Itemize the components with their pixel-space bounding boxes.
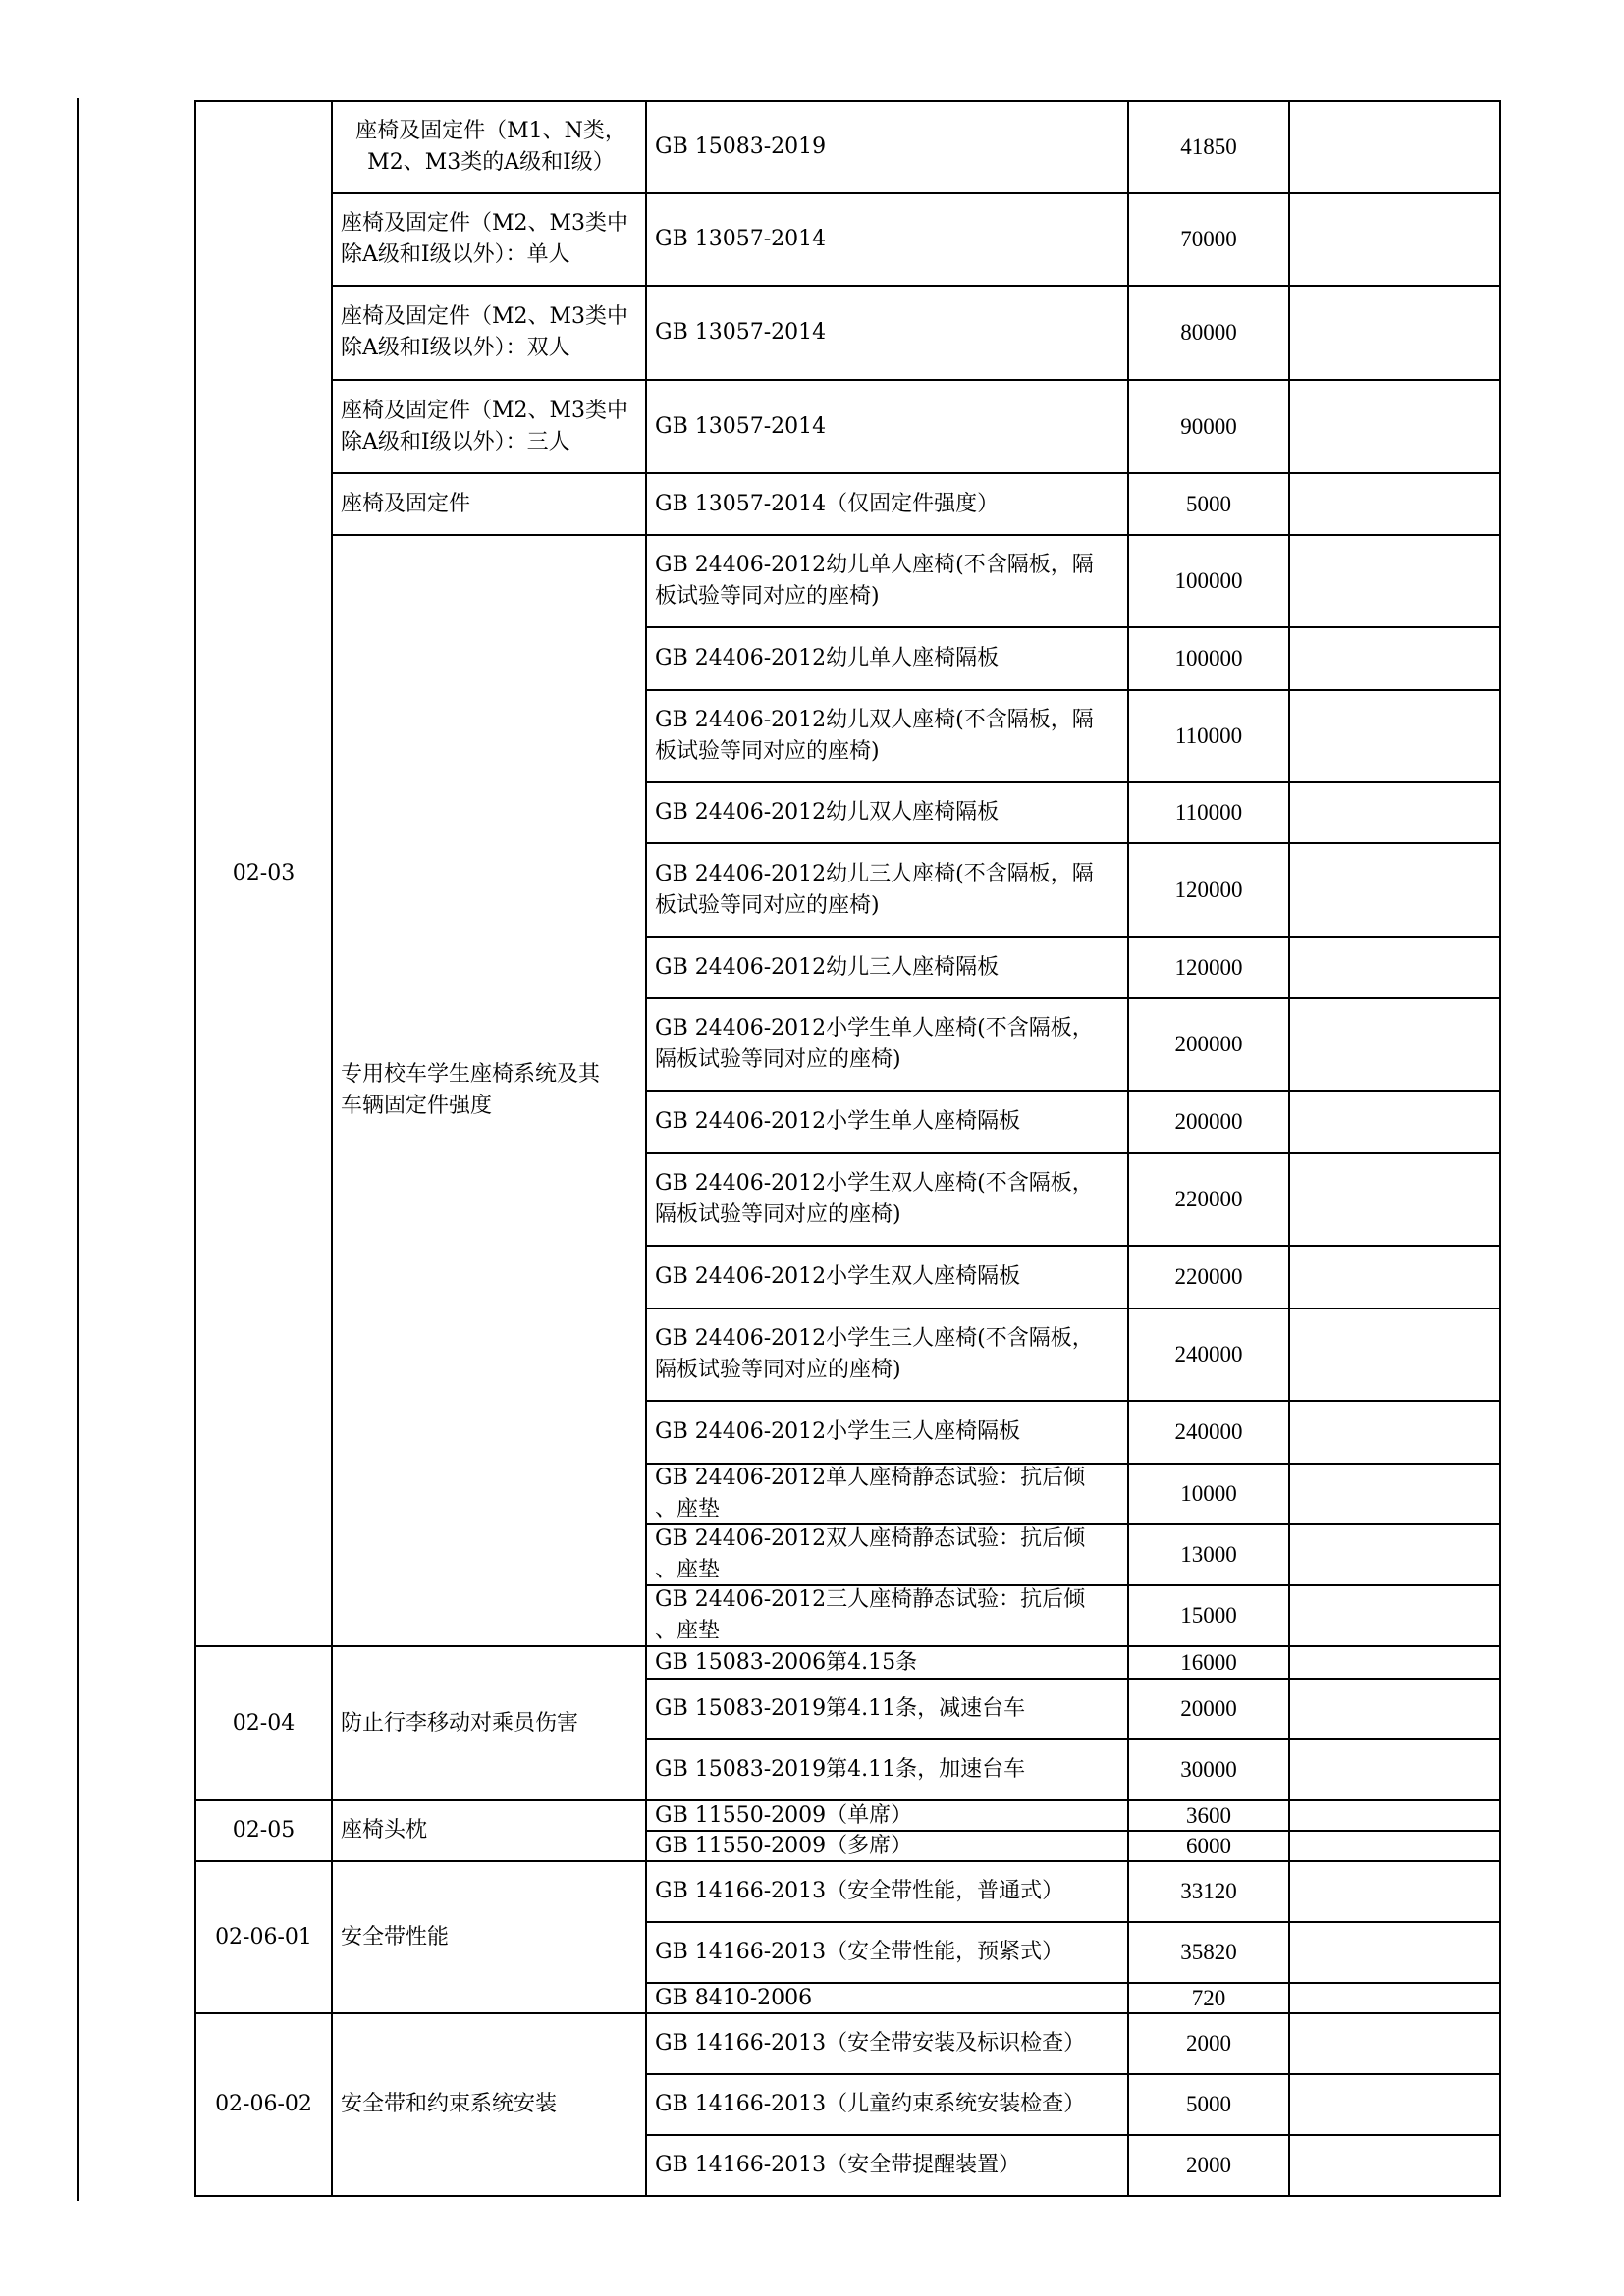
- fee-cell: [1127, 1830, 1290, 1862]
- code-cell: [194, 1799, 333, 1862]
- standard-cell-text: GB 13057-2014: [655, 413, 827, 439]
- fee-cell: [1127, 842, 1290, 938]
- remark-cell: [1288, 285, 1501, 381]
- standard-cell-text: GB 24406-2012小学生单人座椅(不含隔板， 隔板试验等同对应的座椅): [655, 1016, 1094, 1072]
- standard-cell: [645, 1860, 1129, 1923]
- remark-cell: [1288, 534, 1501, 628]
- standard-cell: [645, 2073, 1129, 2136]
- standard-cell-text: GB 24406-2012幼儿双人座椅(不含隔板，隔 板试验等同对应的座椅): [655, 708, 1094, 764]
- remark-cell: [1288, 997, 1501, 1092]
- standard-cell-text: GB 24406-2012小学生三人座椅(不含隔板， 隔板试验等同对应的座椅): [655, 1326, 1094, 1382]
- fee-cell-text: 15000: [1180, 1603, 1237, 1628]
- remark-cell: [1288, 1982, 1501, 2014]
- item-cell-text: 防止行李移动对乘员伤害: [341, 1710, 579, 1735]
- standard-cell-text: GB 24406-2012单人座椅静态试验：抗后倾 、座垫: [655, 1466, 1086, 1522]
- fee-cell: [1127, 534, 1290, 628]
- standard-cell-text: GB 14166-2013（儿童约束系统安装检查）: [655, 2092, 1086, 2116]
- remark-cell: [1288, 842, 1501, 938]
- code-cell-text: 02-05: [232, 1818, 296, 1842]
- item-cell-text: 专用校车学生座椅系统及其 车辆固定件强度: [341, 1062, 601, 1118]
- item-cell-text: 座椅及固定件（M2、M3类中 除A级和Ⅰ级以外）：三人: [341, 398, 629, 454]
- standard-cell-text: GB 24406-2012幼儿单人座椅(不含隔板，隔 板试验等同对应的座椅): [655, 553, 1094, 609]
- item-cell-text: 座椅及固定件（M1、N类， M2、M3类的A级和Ⅰ级）: [355, 119, 626, 175]
- standard-cell: [645, 1921, 1129, 1984]
- fee-cell-text: 220000: [1174, 1187, 1243, 1211]
- fee-cell: [1127, 1860, 1290, 1923]
- code-cell: [194, 2012, 333, 2197]
- fee-cell: [1127, 1799, 1290, 1832]
- standard-cell-text: GB 15083-2019第4.11条，加速台车: [655, 1757, 1026, 1782]
- code-cell: [194, 100, 333, 1647]
- remark-cell: [1288, 1090, 1501, 1154]
- standard-cell: [645, 1400, 1129, 1465]
- fee-cell-text: 120000: [1174, 878, 1243, 902]
- code-cell-text: 02-03: [232, 861, 296, 885]
- fee-cell: [1127, 2012, 1290, 2075]
- remark-cell: [1288, 1308, 1501, 1402]
- fee-cell: [1127, 1982, 1290, 2014]
- standard-cell: [645, 626, 1129, 691]
- remark-cell: [1288, 1738, 1501, 1801]
- fee-cell: [1127, 1090, 1290, 1154]
- fee-cell-text: 16000: [1180, 1649, 1237, 1675]
- item-cell: [331, 472, 647, 536]
- standard-cell: [645, 1245, 1129, 1309]
- fee-cell: [1127, 2134, 1290, 2197]
- standard-cell: [645, 1799, 1129, 1832]
- standard-cell-text: GB 15083-2019: [655, 134, 827, 159]
- remark-cell: [1288, 2134, 1501, 2197]
- code-cell: [194, 1645, 333, 1801]
- standard-cell: [645, 285, 1129, 381]
- remark-cell: [1288, 1152, 1501, 1247]
- fee-cell: [1127, 1400, 1290, 1465]
- standard-cell: [645, 534, 1129, 628]
- standard-cell: [645, 1982, 1129, 2014]
- standard-cell: [645, 1308, 1129, 1402]
- item-cell: [331, 1860, 647, 2014]
- fee-cell: [1127, 1584, 1290, 1647]
- remark-cell: [1288, 689, 1501, 783]
- standard-cell-text: GB 24406-2012双人座椅静态试验：抗后倾 、座垫: [655, 1526, 1086, 1582]
- fee-cell: [1127, 100, 1290, 194]
- standard-cell: [645, 100, 1129, 194]
- item-cell: [331, 1799, 647, 1862]
- standard-cell-text: GB 14166-2013（安全带性能，预紧式）: [655, 1940, 1064, 1964]
- remark-cell: [1288, 1400, 1501, 1465]
- remark-cell: [1288, 379, 1501, 474]
- standard-cell-text: GB 24406-2012小学生双人座椅隔板: [655, 1264, 1021, 1289]
- remark-cell: [1288, 2073, 1501, 2136]
- fee-cell: [1127, 1645, 1290, 1680]
- remark-cell: [1288, 1584, 1501, 1647]
- item-cell-text: 安全带和约束系统安装: [341, 2092, 558, 2116]
- fee-cell: [1127, 936, 1290, 999]
- standard-cell: [645, 2012, 1129, 2075]
- fee-cell: [1127, 1738, 1290, 1801]
- standard-cell: [645, 1830, 1129, 1862]
- remark-cell: [1288, 626, 1501, 691]
- standard-cell-text: GB 24406-2012三人座椅静态试验：抗后倾 、座垫: [655, 1587, 1086, 1643]
- fee-cell-text: 3600: [1186, 1802, 1231, 1828]
- standard-cell-text: GB 24406-2012幼儿双人座椅隔板: [655, 800, 1000, 825]
- fee-cell-text: 6000: [1186, 1833, 1231, 1858]
- standard-cell-text: GB 14166-2013（安全带安装及标识检查）: [655, 2031, 1086, 2056]
- remark-cell: [1288, 1645, 1501, 1680]
- standard-cell: [645, 472, 1129, 536]
- fee-cell-text: 120000: [1174, 955, 1243, 980]
- fee-cell: [1127, 689, 1290, 783]
- remark-cell: [1288, 936, 1501, 999]
- item-cell: [331, 285, 647, 381]
- remark-cell: [1288, 1799, 1501, 1832]
- fee-cell-text: 90000: [1180, 413, 1237, 439]
- fee-cell-text: 720: [1191, 1985, 1226, 2010]
- table-left-border: [77, 98, 79, 2201]
- item-cell: [331, 100, 647, 194]
- standard-cell-text: GB 11550-2009（单席）: [655, 1802, 913, 1828]
- standard-cell-text: GB 14166-2013（安全带性能，普通式）: [655, 1879, 1064, 1903]
- standard-cell: [645, 936, 1129, 999]
- fee-cell-text: 70000: [1180, 227, 1237, 251]
- fee-cell: [1127, 192, 1290, 287]
- fee-cell-text: 5000: [1186, 491, 1231, 516]
- remark-cell: [1288, 472, 1501, 536]
- standard-cell-text: GB 13057-2014: [655, 227, 827, 251]
- standard-cell: [645, 192, 1129, 287]
- remark-cell: [1288, 192, 1501, 287]
- code-cell-text: 02-04: [232, 1710, 296, 1735]
- fee-cell-text: 110000: [1174, 800, 1243, 825]
- remark-cell: [1288, 100, 1501, 194]
- fee-cell-text: 240000: [1174, 1342, 1243, 1366]
- remark-cell: [1288, 1245, 1501, 1309]
- remark-cell: [1288, 1830, 1501, 1862]
- item-cell-text: 座椅头枕: [341, 1818, 428, 1842]
- standard-cell: [645, 1463, 1129, 1525]
- fee-cell: [1127, 1308, 1290, 1402]
- item-cell: [331, 534, 647, 1647]
- standard-cell: [645, 2134, 1129, 2197]
- fee-cell: [1127, 285, 1290, 381]
- code-cell: [194, 1860, 333, 2014]
- standard-cell-text: GB 13057-2014（仅固定件强度）: [655, 491, 1000, 516]
- remark-cell: [1288, 1678, 1501, 1740]
- standard-cell: [645, 781, 1129, 844]
- standard-cell-text: GB 24406-2012小学生三人座椅隔板: [655, 1419, 1021, 1444]
- standard-cell-text: GB 24406-2012幼儿三人座椅(不含隔板，隔 板试验等同对应的座椅): [655, 862, 1094, 918]
- remark-cell: [1288, 1860, 1501, 1923]
- fee-cell: [1127, 379, 1290, 474]
- fee-cell-text: 30000: [1180, 1757, 1237, 1782]
- item-cell: [331, 2012, 647, 2197]
- standard-cell-text: GB 14166-2013（安全带提醒装置）: [655, 2153, 1021, 2177]
- item-cell: [331, 1645, 647, 1801]
- fee-cell-text: 100000: [1174, 568, 1243, 593]
- fee-cell-text: 5000: [1186, 2092, 1231, 2116]
- fee-cell-text: 41850: [1180, 134, 1237, 159]
- remark-cell: [1288, 781, 1501, 844]
- fee-cell-text: 33120: [1180, 1879, 1237, 1903]
- standard-cell: [645, 1738, 1129, 1801]
- fee-cell: [1127, 781, 1290, 844]
- remark-cell: [1288, 2012, 1501, 2075]
- fee-cell: [1127, 2073, 1290, 2136]
- fee-cell-text: 10000: [1180, 1481, 1237, 1506]
- standard-cell: [645, 1090, 1129, 1154]
- fee-cell-text: 240000: [1174, 1419, 1243, 1444]
- item-cell-text: 座椅及固定件（M2、M3类中 除A级和Ⅰ级以外）：双人: [341, 304, 629, 360]
- item-cell-text: 座椅及固定件（M2、M3类中 除A级和Ⅰ级以外）：单人: [341, 211, 629, 267]
- standard-cell-text: GB 13057-2014: [655, 320, 827, 345]
- standard-cell: [645, 1678, 1129, 1740]
- fee-cell-text: 100000: [1174, 646, 1243, 670]
- remark-cell: [1288, 1921, 1501, 1984]
- standard-cell: [645, 1584, 1129, 1647]
- fee-cell: [1127, 626, 1290, 691]
- fee-cell-text: 2000: [1186, 2031, 1231, 2056]
- standard-cell: [645, 1523, 1129, 1586]
- fee-cell-text: 35820: [1180, 1940, 1237, 1964]
- standard-cell: [645, 1152, 1129, 1247]
- fee-cell: [1127, 1921, 1290, 1984]
- standard-cell: [645, 997, 1129, 1092]
- remark-cell: [1288, 1523, 1501, 1586]
- fee-cell: [1127, 1152, 1290, 1247]
- code-cell-text: 02-06-02: [215, 2092, 312, 2116]
- standard-cell-text: GB 24406-2012小学生单人座椅隔板: [655, 1109, 1021, 1134]
- standard-cell-text: GB 24406-2012幼儿三人座椅隔板: [655, 955, 1000, 980]
- code-cell-text: 02-06-01: [215, 1924, 312, 1949]
- item-cell-text: 安全带性能: [341, 1924, 450, 1949]
- standard-cell-text: GB 24406-2012小学生双人座椅(不含隔板， 隔板试验等同对应的座椅): [655, 1171, 1094, 1227]
- fee-cell-text: 200000: [1174, 1109, 1243, 1134]
- fee-cell-text: 13000: [1180, 1542, 1237, 1567]
- fee-cell-text: 20000: [1180, 1696, 1237, 1721]
- remark-cell: [1288, 1463, 1501, 1525]
- fee-cell-text: 220000: [1174, 1264, 1243, 1289]
- item-cell-text: 座椅及固定件: [341, 491, 471, 516]
- fee-cell: [1127, 472, 1290, 536]
- standard-cell: [645, 379, 1129, 474]
- standard-cell-text: GB 8410-2006: [655, 1985, 813, 2010]
- standard-cell-text: GB 11550-2009（多席）: [655, 1833, 913, 1858]
- fee-cell: [1127, 1245, 1290, 1309]
- standard-cell: [645, 1645, 1129, 1680]
- fee-cell-text: 200000: [1174, 1032, 1243, 1056]
- fee-cell: [1127, 1463, 1290, 1525]
- fee-cell: [1127, 997, 1290, 1092]
- fee-cell-text: 80000: [1180, 320, 1237, 345]
- fee-cell: [1127, 1678, 1290, 1740]
- item-cell: [331, 379, 647, 474]
- standard-cell-text: GB 15083-2019第4.11条，减速台车: [655, 1696, 1026, 1721]
- standard-cell-text: GB 24406-2012幼儿单人座椅隔板: [655, 646, 1000, 670]
- fee-cell-text: 2000: [1186, 2153, 1231, 2177]
- standard-cell-text: GB 15083-2006第4.15条: [655, 1649, 918, 1675]
- standard-cell: [645, 842, 1129, 938]
- fee-cell-text: 110000: [1174, 723, 1243, 748]
- standard-cell: [645, 689, 1129, 783]
- item-cell: [331, 192, 647, 287]
- fee-cell: [1127, 1523, 1290, 1586]
